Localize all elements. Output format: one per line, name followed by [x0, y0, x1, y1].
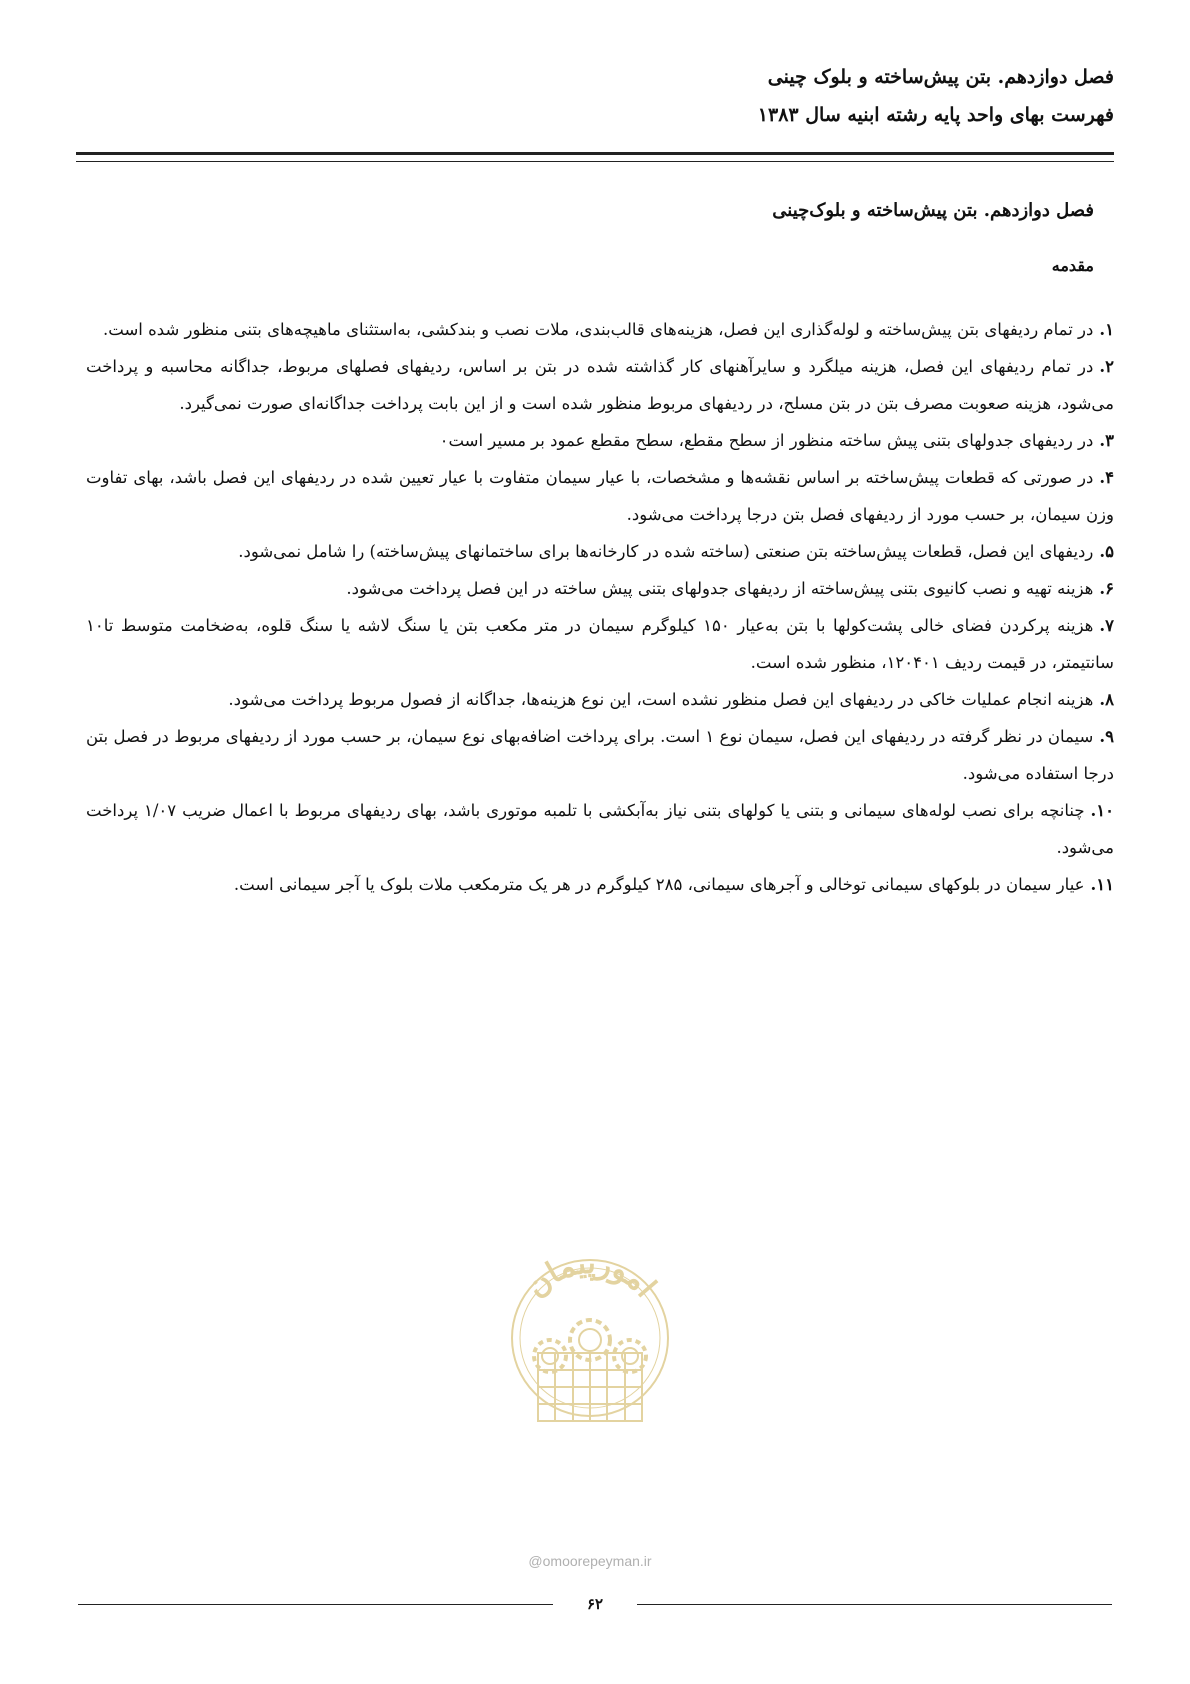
section-heading: مقدمه	[1051, 256, 1094, 275]
watermark-url: @omoorepeyman.ir	[528, 1553, 652, 1569]
item-number: ۶.	[1099, 579, 1114, 598]
item-text: در ردیفهای جدولهای بتنی پیش ساخته منظور از سطح مقطع، سطح مقطع عمود بر مسیر است٠	[439, 431, 1094, 450]
item-text: در تمام ردیفهای این فصل، هزینه میلگرد و سایرآهنهای کار گذاشته شده در بتن بر اساس، ردیفهای فصلهای مربوط، جداگانه محاسبه و پرداخت می‌شود، هزینه صعوبت مصرف بتن در بتن مسلح، در ردیفهای مربوط منظور شده است و از این بابت پرداخت جداگانه‌ای صورت نمی‌گیرد.	[86, 357, 1114, 413]
watermark-logo	[490, 1208, 690, 1569]
list-item	[86, 792, 1114, 866]
list-item	[86, 533, 1114, 570]
header-price-list-line: فهرست بهای واحد پایه رشته ابنیه سال ۱۳۸۳	[757, 104, 1114, 126]
item-text: چنانچه برای نصب لوله‌های سیمانی و بتنی یا کولهای بتنی نیاز به‌آبکشی با تلمبه موتوری باشد، بهای ردیفهای مربوط با اعمال ضریب ۱/۰۷ پرداخت می‌شود.	[86, 801, 1114, 857]
watermark-emblem-icon	[490, 1208, 690, 1458]
item-text: هزینه انجام عملیات خاکی در ردیفهای این فصل منظور نشده است، این نوع هزینه‌ها، جداگانه از فصول مربوط پرداخت می‌شود.	[228, 690, 1094, 709]
item-number: ۲.	[1099, 357, 1114, 376]
item-text: در صورتی که قطعات پیش‌ساخته بر اساس نقشه‌ها و مشخصات، با عیار سیمان متفاوت با عیار تعیین شده در ردیفهای این فصل باشد، بهای تفاوت وزن سیمان، بر حسب مورد از ردیفهای فصل بتن درجا پرداخت می‌شود.	[86, 468, 1114, 524]
main-content	[86, 195, 1114, 903]
item-text: ردیفهای این فصل، قطعات پیش‌ساخته بتن صنعتی (ساخته شده در کارخانه‌ها برای ساختمانهای پیش‌ساخته) را شامل نمی‌شود.	[238, 542, 1094, 561]
notes-list	[86, 311, 1114, 903]
item-text: عیار سیمان در بلوکهای سیمانی توخالی و آجرهای سیمانی، ۲۸۵ کیلوگرم در هر یک مترمکعب ملات بلوک یا آجر سیمانی است.	[233, 875, 1085, 894]
item-number: ۱.	[1099, 320, 1114, 339]
list-item	[86, 348, 1114, 422]
item-number: ۸.	[1099, 690, 1114, 709]
list-item	[86, 459, 1114, 533]
item-text: هزینه پرکردن فضای خالی پشت‌کولها با بتن به‌عیار ۱۵۰ کیلوگرم سیمان در متر مکعب بتن یا سنگ لاشه یا سنگ قلوه، به‌ضخامت متوسط تا۱۰ سانتیمتر، در قیمت ردیف ۱۲۰۴۰۱، منظور شده است.	[86, 616, 1114, 672]
item-number: ۴.	[1099, 468, 1114, 487]
item-text: در تمام ردیفهای بتن پیش‌ساخته و لوله‌گذاری این فصل، هزینه‌های قالب‌بندی، ملات نصب و بندکشی، به‌استثنای ماهیچه‌های بتنی منظور شده است.	[103, 320, 1094, 339]
list-item	[86, 311, 1114, 348]
item-number: ۱۰.	[1090, 801, 1115, 820]
item-number: ۱۱.	[1090, 875, 1114, 894]
list-item	[86, 570, 1114, 607]
page-number: ۶۲	[586, 1595, 604, 1613]
header-divider	[76, 152, 1114, 162]
item-text: سیمان در نظر گرفته در ردیفهای این فصل، سیمان نوع ۱ است. برای پرداخت اضافه‌بهای نوع سیمان، بر حسب مورد از ردیفهای مربوط در فصل بتن درجا استفاده می‌شود.	[86, 727, 1114, 783]
header-chapter-line: فصل دوازدهم. بتن پیش‌ساخته و بلوک چینی	[767, 66, 1114, 88]
chapter-title: فصل دوازدهم. بتن پیش‌ساخته و بلوک‌چینی	[772, 200, 1094, 221]
footer-divider-right	[637, 1604, 1112, 1605]
list-item	[86, 681, 1114, 718]
item-number: ۷.	[1099, 616, 1114, 635]
item-number: ۹.	[1099, 727, 1114, 746]
list-item	[86, 718, 1114, 792]
item-number: ۳.	[1099, 431, 1114, 450]
list-item	[86, 422, 1114, 459]
list-item	[86, 607, 1114, 681]
list-item	[86, 866, 1114, 903]
item-text: هزینه تهیه و نصب کانیوی بتنی پیش‌ساخته از ردیفهای جدولهای بتنی پیش ساخته در این فصل پرداخت می‌شود.	[346, 579, 1094, 598]
page-footer	[78, 1592, 1112, 1616]
watermark-logo-text: امورپیمان	[518, 1245, 663, 1305]
running-header	[74, 58, 1114, 134]
item-number: ۵.	[1099, 542, 1114, 561]
